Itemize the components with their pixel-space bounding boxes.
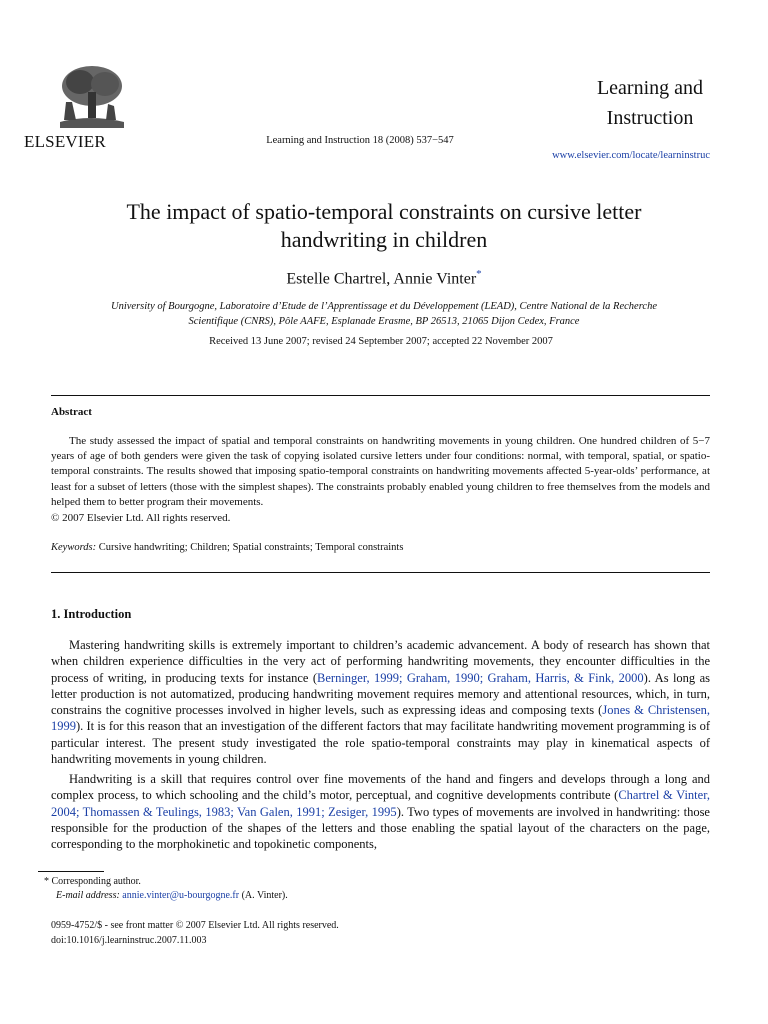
text-run: Handwriting is a skill that requires control over fine movements of the hand and fingers and develops through a long and complex process, to which schooling and the child’s motor, perceptual, and cognitive developments contribute ( <box>51 772 710 803</box>
citation-link[interactable]: Berninger, 1999; Graham, 1990; Graham, Harris, & Fink, 2000 <box>317 670 644 685</box>
journal-name-line1: Learning and <box>596 77 704 99</box>
abstract-copyright: © 2007 Elsevier Ltd. All rights reserved. <box>51 512 231 524</box>
authors <box>0 268 768 288</box>
divider <box>51 395 710 396</box>
section-heading: 1. Introduction <box>51 607 132 621</box>
journal-url-link[interactable]: www.elsevier.com/locate/learninstruc <box>552 150 710 161</box>
elsevier-tree-logo-icon <box>50 62 130 130</box>
journal-name <box>560 73 740 133</box>
abstract-heading: Abstract <box>51 406 92 418</box>
email-label: E-mail address: <box>56 890 120 901</box>
issn-line: 0959-4752/$ - see front matter © 2007 Elsevier Ltd. All rights reserved. <box>51 920 339 931</box>
divider <box>51 572 710 573</box>
title-line1: The impact of spatio-temporal constraints on cursive letter <box>126 199 642 224</box>
title-line2: handwriting in children <box>280 227 488 252</box>
text-run: ). As long as letter production is not automatized, producing handwriting movement requires memory and attentional resources, which, in turn, constrains the cognitive processes involved in higher levels, such as expressing ideas and composing texts ( <box>51 670 710 718</box>
text-run: ). It is for this reason that an investigation of the different factors that may facilitate handwriting movement programming is of particular interest. The present study investigated the role spatio-temporal constraints may play in kinematical aspects of handwriting movements in young children. <box>51 719 710 767</box>
affiliation-line1: University of Bourgogne, Laboratoire d’Etude de l’Apprentissage et du Développement (LEAD), Centre National de la Recherche <box>111 301 657 312</box>
footnote-corresponding: * Corresponding author. <box>44 876 141 887</box>
keywords-label: Keywords: <box>51 542 97 553</box>
corresponding-author-mark[interactable]: * <box>476 268 482 280</box>
journal-name-line2: Instruction <box>606 107 694 129</box>
text-run: Mastering handwriting skills is extremely important to children’s academic advancement. A body of research has shown that when children experience difficulties in the very act of performing handwriting movements, they encounter difficulties in the process of writing, in producing texts for instance ( <box>51 638 710 685</box>
keywords <box>51 542 403 553</box>
email-link[interactable]: annie.vinter@u-bourgogne.fr <box>122 890 240 901</box>
text-run: ). Two types of movements are involved in handwriting: those responsible for the production of the shapes of the letters and those enabling the spatial layout of the characters on the page, corresponding to the morphokinetic and topokinetic components, <box>51 804 710 852</box>
journal-reference: Learning and Instruction 18 (2008) 537−547 <box>266 135 454 146</box>
email-suffix: (A. Vinter). <box>241 890 288 901</box>
doi-line: doi:10.1016/j.learninstruc.2007.11.003 <box>51 935 207 946</box>
received-dates: Received 13 June 2007; revised 24 September 2007; accepted 22 November 2007 <box>209 336 553 347</box>
affiliation <box>60 299 708 329</box>
footnote-email <box>56 890 288 901</box>
article-title <box>60 198 708 254</box>
footnote-divider <box>38 871 104 872</box>
abstract-text: The study assessed the impact of spatial and temporal constraints on handwriting movements in young children. One hundred children of 5−7 years of age of both genders were given the task of copying isolated cursive letters under four conditions: normal, with temporal, spatial, or spatio-temporal constraints. The results showed that imposing spatio-temporal constraints on handwriting movements affected 5-year-olds’ performance, at least for a subset of letters (those with the simplest shapes). The constraints probably enabled young children to free themselves from the models and helped them to better program their movements. <box>51 435 710 508</box>
intro-paragraph-2 <box>51 771 710 852</box>
publisher-name: ELSEVIER <box>24 132 106 151</box>
keywords-list: Cursive handwriting; Children; Spatial constraints; Temporal constraints <box>98 542 404 553</box>
author-names: Estelle Chartrel, Annie Vinter <box>286 270 477 288</box>
affiliation-line2: Scientifique (CNRS), Pôle AAFE, Esplanade Erasme, BP 26513, 21065 Dijon Cedex, France <box>188 316 580 327</box>
intro-paragraph-1 <box>51 637 710 767</box>
citation-link[interactable]: Jones & Christensen, 1999 <box>51 703 710 734</box>
citation-link[interactable]: Chartrel & Vinter, 2004; Thomassen & Teulings, 1983; Van Galen, 1991; Zesiger, 1995 <box>51 788 710 819</box>
